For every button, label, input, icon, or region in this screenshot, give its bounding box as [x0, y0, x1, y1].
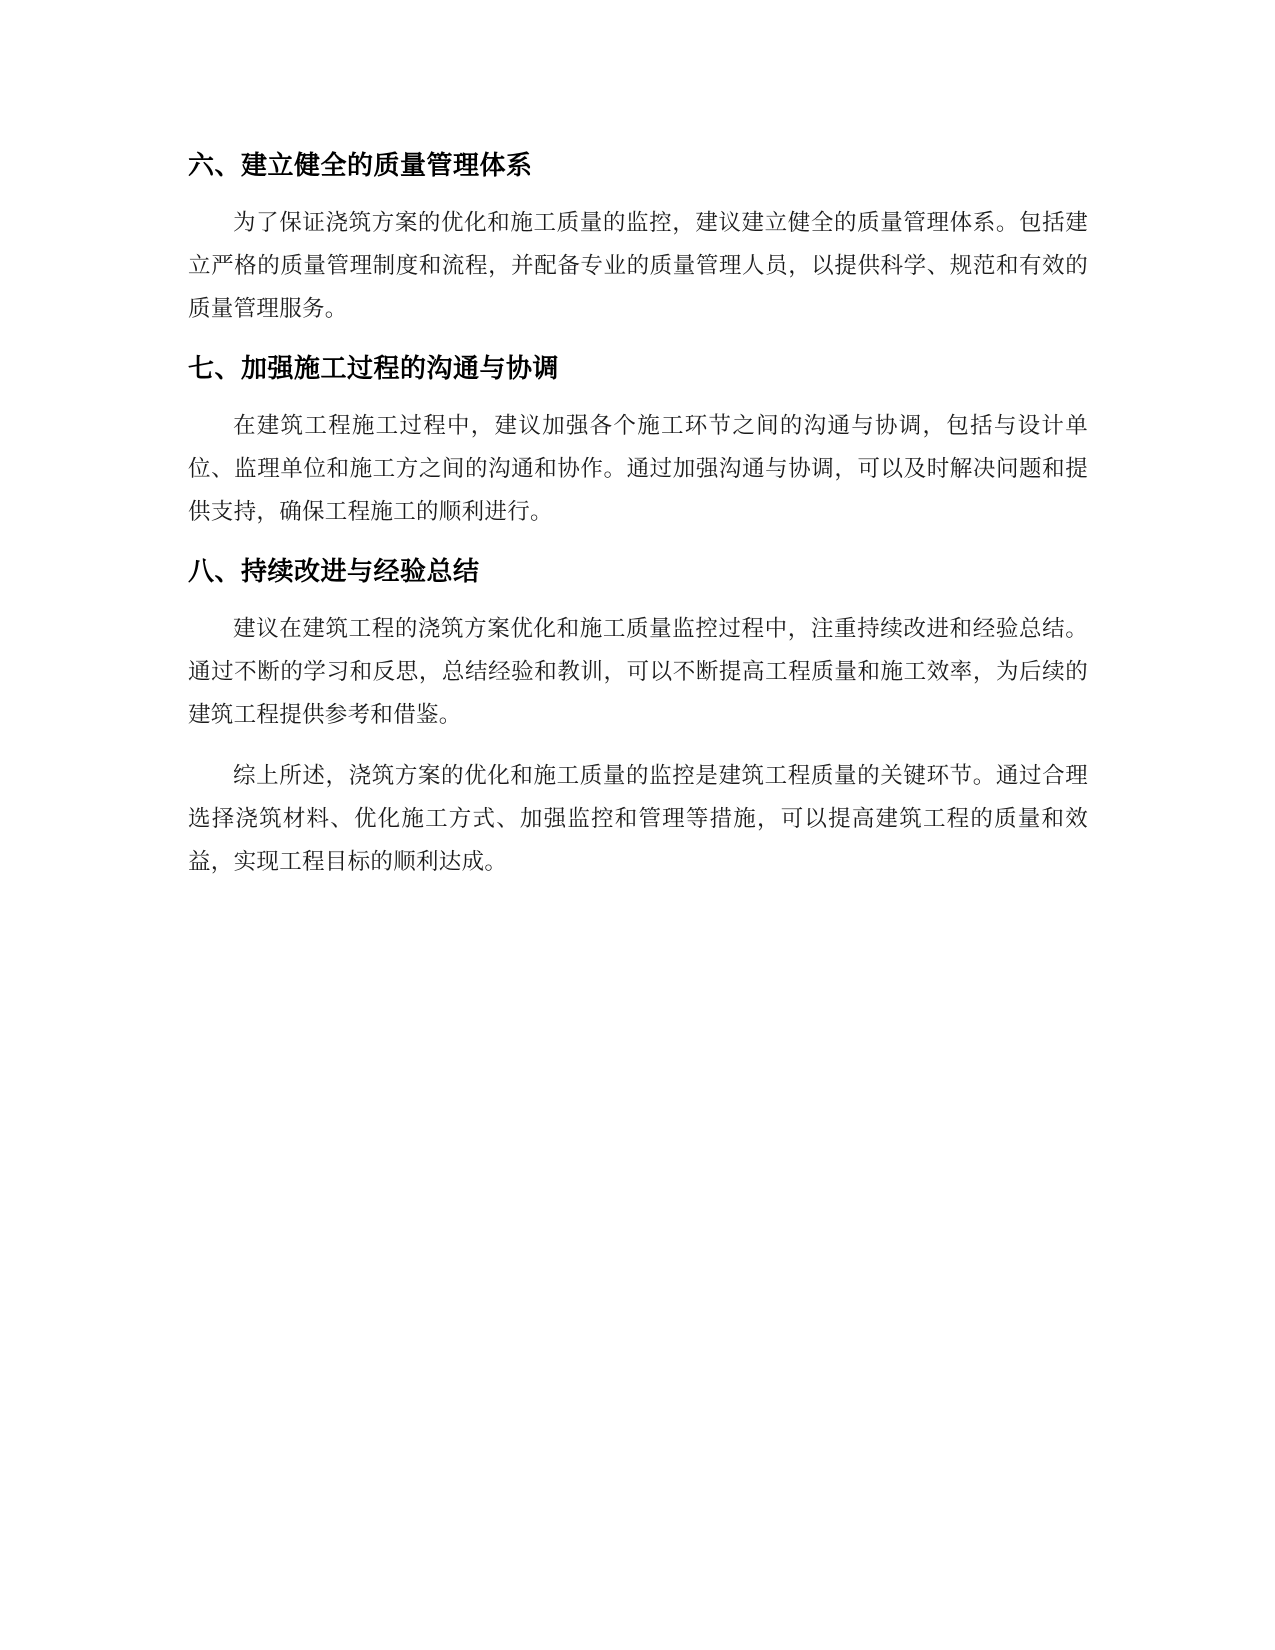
document-content: [188, 148, 1088, 884]
section-body-quality-system: 为了保证浇筑方案的优化和施工质量的监控，建议建立健全的质量管理体系。包括建立严格的质量管理制度和流程，并配备专业的质量管理人员，以提供科学、规范和有效的质量管理服务。: [188, 210, 1088, 322]
conclusion-paragraph: 综上所述，浇筑方案的优化和施工质量的监控是建筑工程质量的关键环节。通过合理选择浇筑材料、优化施工方式、加强监控和管理等措施，可以提高建筑工程的质量和效益，实现工程目标的顺利达成。: [188, 763, 1088, 875]
section-body-communication: 在建筑工程施工过程中，建议加强各个施工环节之间的沟通与协调，包括与设计单位、监理单位和施工方之间的沟通和协作。通过加强沟通与协调，可以及时解决问题和提供支持，确保工程施工的顺利进行。: [188, 413, 1088, 525]
section-heading-improvement: 八、持续改进与经验总结: [188, 557, 480, 587]
section-heading-quality-system: 六、建立健全的质量管理体系: [188, 151, 533, 181]
section-heading-communication: 七、加强施工过程的沟通与协调: [188, 354, 560, 384]
section-body-improvement: 建议在建筑工程的浇筑方案优化和施工质量监控过程中，注重持续改进和经验总结。通过不断的学习和反思，总结经验和教训，可以不断提高工程质量和施工效率，为后续的建筑工程提供参考和借鉴。: [188, 616, 1088, 728]
